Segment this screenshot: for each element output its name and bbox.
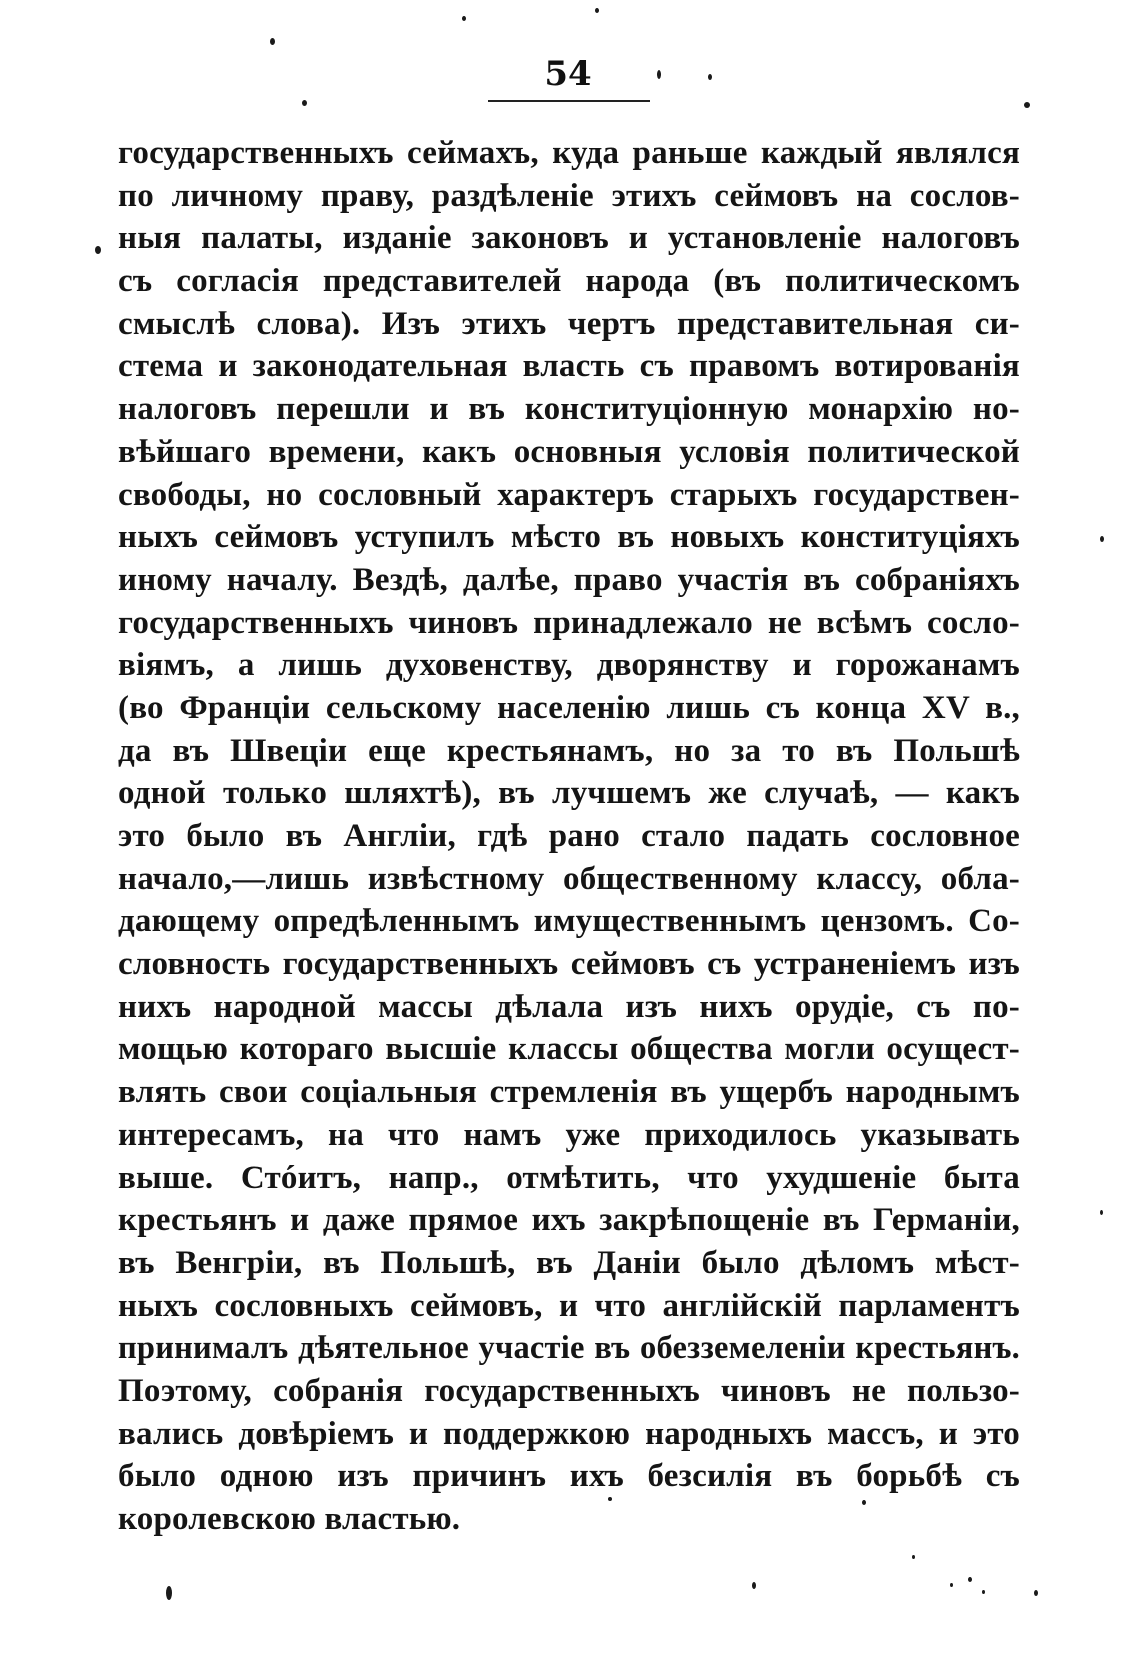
text-line: смыслѣ слова). Изъ этихъ чертъ представительная си- [118,305,1020,342]
scan-speck [982,1590,985,1594]
text-line: словность государственныхъ сеймовъ съ устраненіемъ изъ [118,946,1020,983]
text-line: ныя палаты, изданіе законовъ и установленіе налоговъ [118,220,1020,257]
scan-speck [1100,1210,1103,1215]
text-line: по личному праву, раздѣленіе этихъ сеймовъ на сослов- [118,177,1020,214]
scan-speck [595,8,599,13]
text-line: ныхъ сословныхъ сеймовъ, и что англійскій парламентъ [118,1287,1020,1324]
text-line: крестьянъ и даже прямое ихъ закрѣпощеніе въ Германіи, [118,1202,1020,1239]
text-line: свободы, но сословный характеръ старыхъ государствен- [118,476,1020,513]
scan-speck [968,1577,972,1582]
text-line: стема и законодательная власть съ правомъ вотированія [118,348,1020,385]
page-number: 54 [544,54,592,94]
scan-speck [166,1586,172,1600]
text-line: нихъ народной массы дѣлала изъ нихъ орудіе, съ по- [118,988,1020,1025]
scan-speck [862,1500,866,1505]
scan-speck [752,1582,756,1589]
text-line: одной только шляхтѣ), въ лучшемъ же случаѣ, — какъ [118,775,1020,812]
page-number-rule [488,100,650,102]
text-line: государственныхъ сеймахъ, куда раньше каждый являлся [118,135,1020,171]
text-line: это было въ Англіи, гдѣ рано стало падать сословное [118,818,1020,854]
text-line: вѣйшаго времени, какъ основныя условія политической [118,433,1020,470]
scan-speck [462,16,466,21]
scan-speck [1100,536,1104,542]
text-line: королевскою властью. [118,1501,461,1537]
scan-speck [912,1555,915,1559]
text-line: государственныхъ чиновъ принадлежало не всѣмъ сосло- [118,604,1020,641]
scan-speck [608,1497,612,1501]
scan-speck [708,74,712,80]
scan-speck [270,38,275,45]
text-line: мощью котораго высшіе классы общества могли осущест- [118,1031,1020,1068]
text-line: было одною изъ причинъ ихъ безсилія въ борьбѣ съ [118,1458,1020,1495]
text-line: въ Венгріи, въ Польшѣ, въ Даніи было дѣломъ мѣст- [118,1244,1020,1281]
text-line: вались довѣріемъ и поддержкою народныхъ массъ, и это [118,1415,1020,1452]
scan-speck [302,100,307,106]
text-line: віямъ, а лишь духовенству, дворянству и горожанамъ [118,647,1020,684]
body-text [118,132,1020,1541]
text-line: интересамъ, на что намъ уже приходилось указывать [118,1116,1020,1153]
scan-speck [1024,102,1030,108]
text-line: иному началу. Вездѣ, далѣе, право участія въ собраніяхъ [118,561,1020,598]
text-line: начало,—лишь извѣстному общественному классу, обла- [118,860,1020,897]
text-line: (во Франціи сельскому населенію лишь съ конца XV в., [118,689,1020,726]
scan-speck [657,70,661,79]
scan-speck [1034,1590,1038,1596]
scan-speck [950,1583,953,1587]
text-line: да въ Швеціи еще крестьянамъ, но за то въ Польшѣ [118,732,1020,769]
text-line: Поэтому, собранія государственныхъ чиновъ не пользо- [118,1372,1020,1409]
text-line: съ согласія представителей народа (въ политическомъ [118,263,1020,300]
text-line: принималъ дѣятельное участіе въ обезземеленіи крестьянъ. [118,1330,1020,1367]
text-line: налоговъ перешли и въ конституціонную монархію но- [118,391,1020,428]
scan-speck [95,246,101,254]
text-line: выше. Стóитъ, напр., отмѣтить, что ухудшеніе быта [118,1159,1020,1196]
text-line: ныхъ сеймовъ уступилъ мѣсто въ новыхъ конституціяхъ [118,519,1020,556]
text-line: влять свои соціальныя стремленія въ ущербъ народнымъ [118,1074,1020,1111]
text-line: дающему опредѣленнымъ имущественнымъ цензомъ. Со- [118,903,1020,940]
